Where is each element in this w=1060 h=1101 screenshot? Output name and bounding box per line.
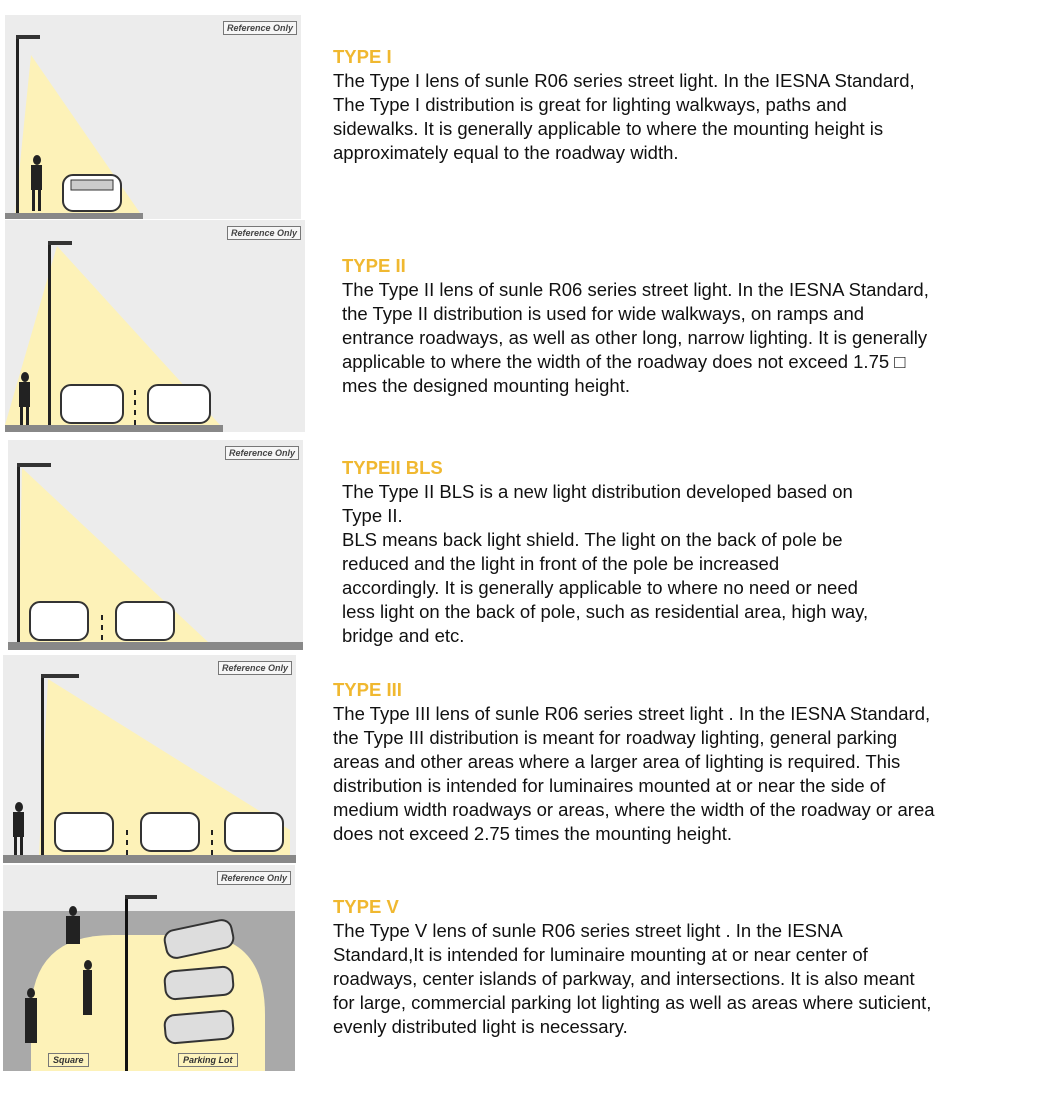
section-type2-bls (342, 456, 868, 648)
type3-illustration (3, 655, 296, 863)
parking-lot-label: Parking Lot (178, 1053, 238, 1067)
section-type5 (333, 895, 931, 1039)
reference-only-label: Reference Only (223, 21, 297, 35)
section-type1 (333, 45, 915, 165)
reference-only-label: Reference Only (217, 871, 291, 885)
section-title: TYPE I (333, 46, 392, 67)
type2-illustration (5, 220, 305, 432)
section-body: The Type V lens of sunle R06 series street light . In the IESNA Standard,It is intended for luminaire mounting at or near center of roadways, center islands of parkway, and intersections. It is also meant for large, commercial parking lot lighting as well as areas where suticient, evenly distributed light is necessary. (333, 920, 932, 1037)
type5-illustration (3, 865, 295, 1071)
section-body: The Type II lens of sunle R06 series street light. In the IESNA Standard, the Type II distribution is used for wide walkways, on ramps and entrance roadways, as well as other long, narrow lighting. It is generally applicable to where the width of the roadway does not exceed 1.75 □ mes the designed mounting height. (342, 279, 929, 396)
type1-illustration (5, 15, 301, 219)
section-body: The Type III lens of sunle R06 series street light . In the IESNA Standard, the Type III distribution is meant for roadway lighting, general parking areas and other areas where a larger area of lighting is required. This distribution is intended for luminaires mounted at or near the side of medium width roadways or areas, where the width of the roadway or area does not exceed 2.75 times the mounting height. (333, 703, 935, 844)
section-title: TYPE II (342, 255, 406, 276)
reference-only-label: Reference Only (218, 661, 292, 675)
section-type2 (342, 254, 929, 398)
section-type3 (333, 678, 935, 846)
reference-only-label: Reference Only (227, 226, 301, 240)
section-body: The Type I lens of sunle R06 series street light. In the IESNA Standard, The Type I distribution is great for lighting walkways, paths and sidewalks. It is generally applicable to where the mounting height is approximately equal to the roadway width. (333, 70, 915, 163)
section-title: TYPE V (333, 896, 399, 917)
reference-only-label: Reference Only (225, 446, 299, 460)
section-title: TYPEII BLS (342, 457, 443, 478)
section-title: TYPE III (333, 679, 402, 700)
section-body: The Type II BLS is a new light distribution developed based on Type II. BLS means back light shield. The light on the back of pole be reduced and the light in front of the pole be increased accordingly. It is generally applicable to where no need or need less light on the back of pole, such as residential area, high way, bridge and etc. (342, 481, 869, 646)
type2-bls-illustration (8, 440, 303, 650)
square-label: Square (48, 1053, 89, 1067)
